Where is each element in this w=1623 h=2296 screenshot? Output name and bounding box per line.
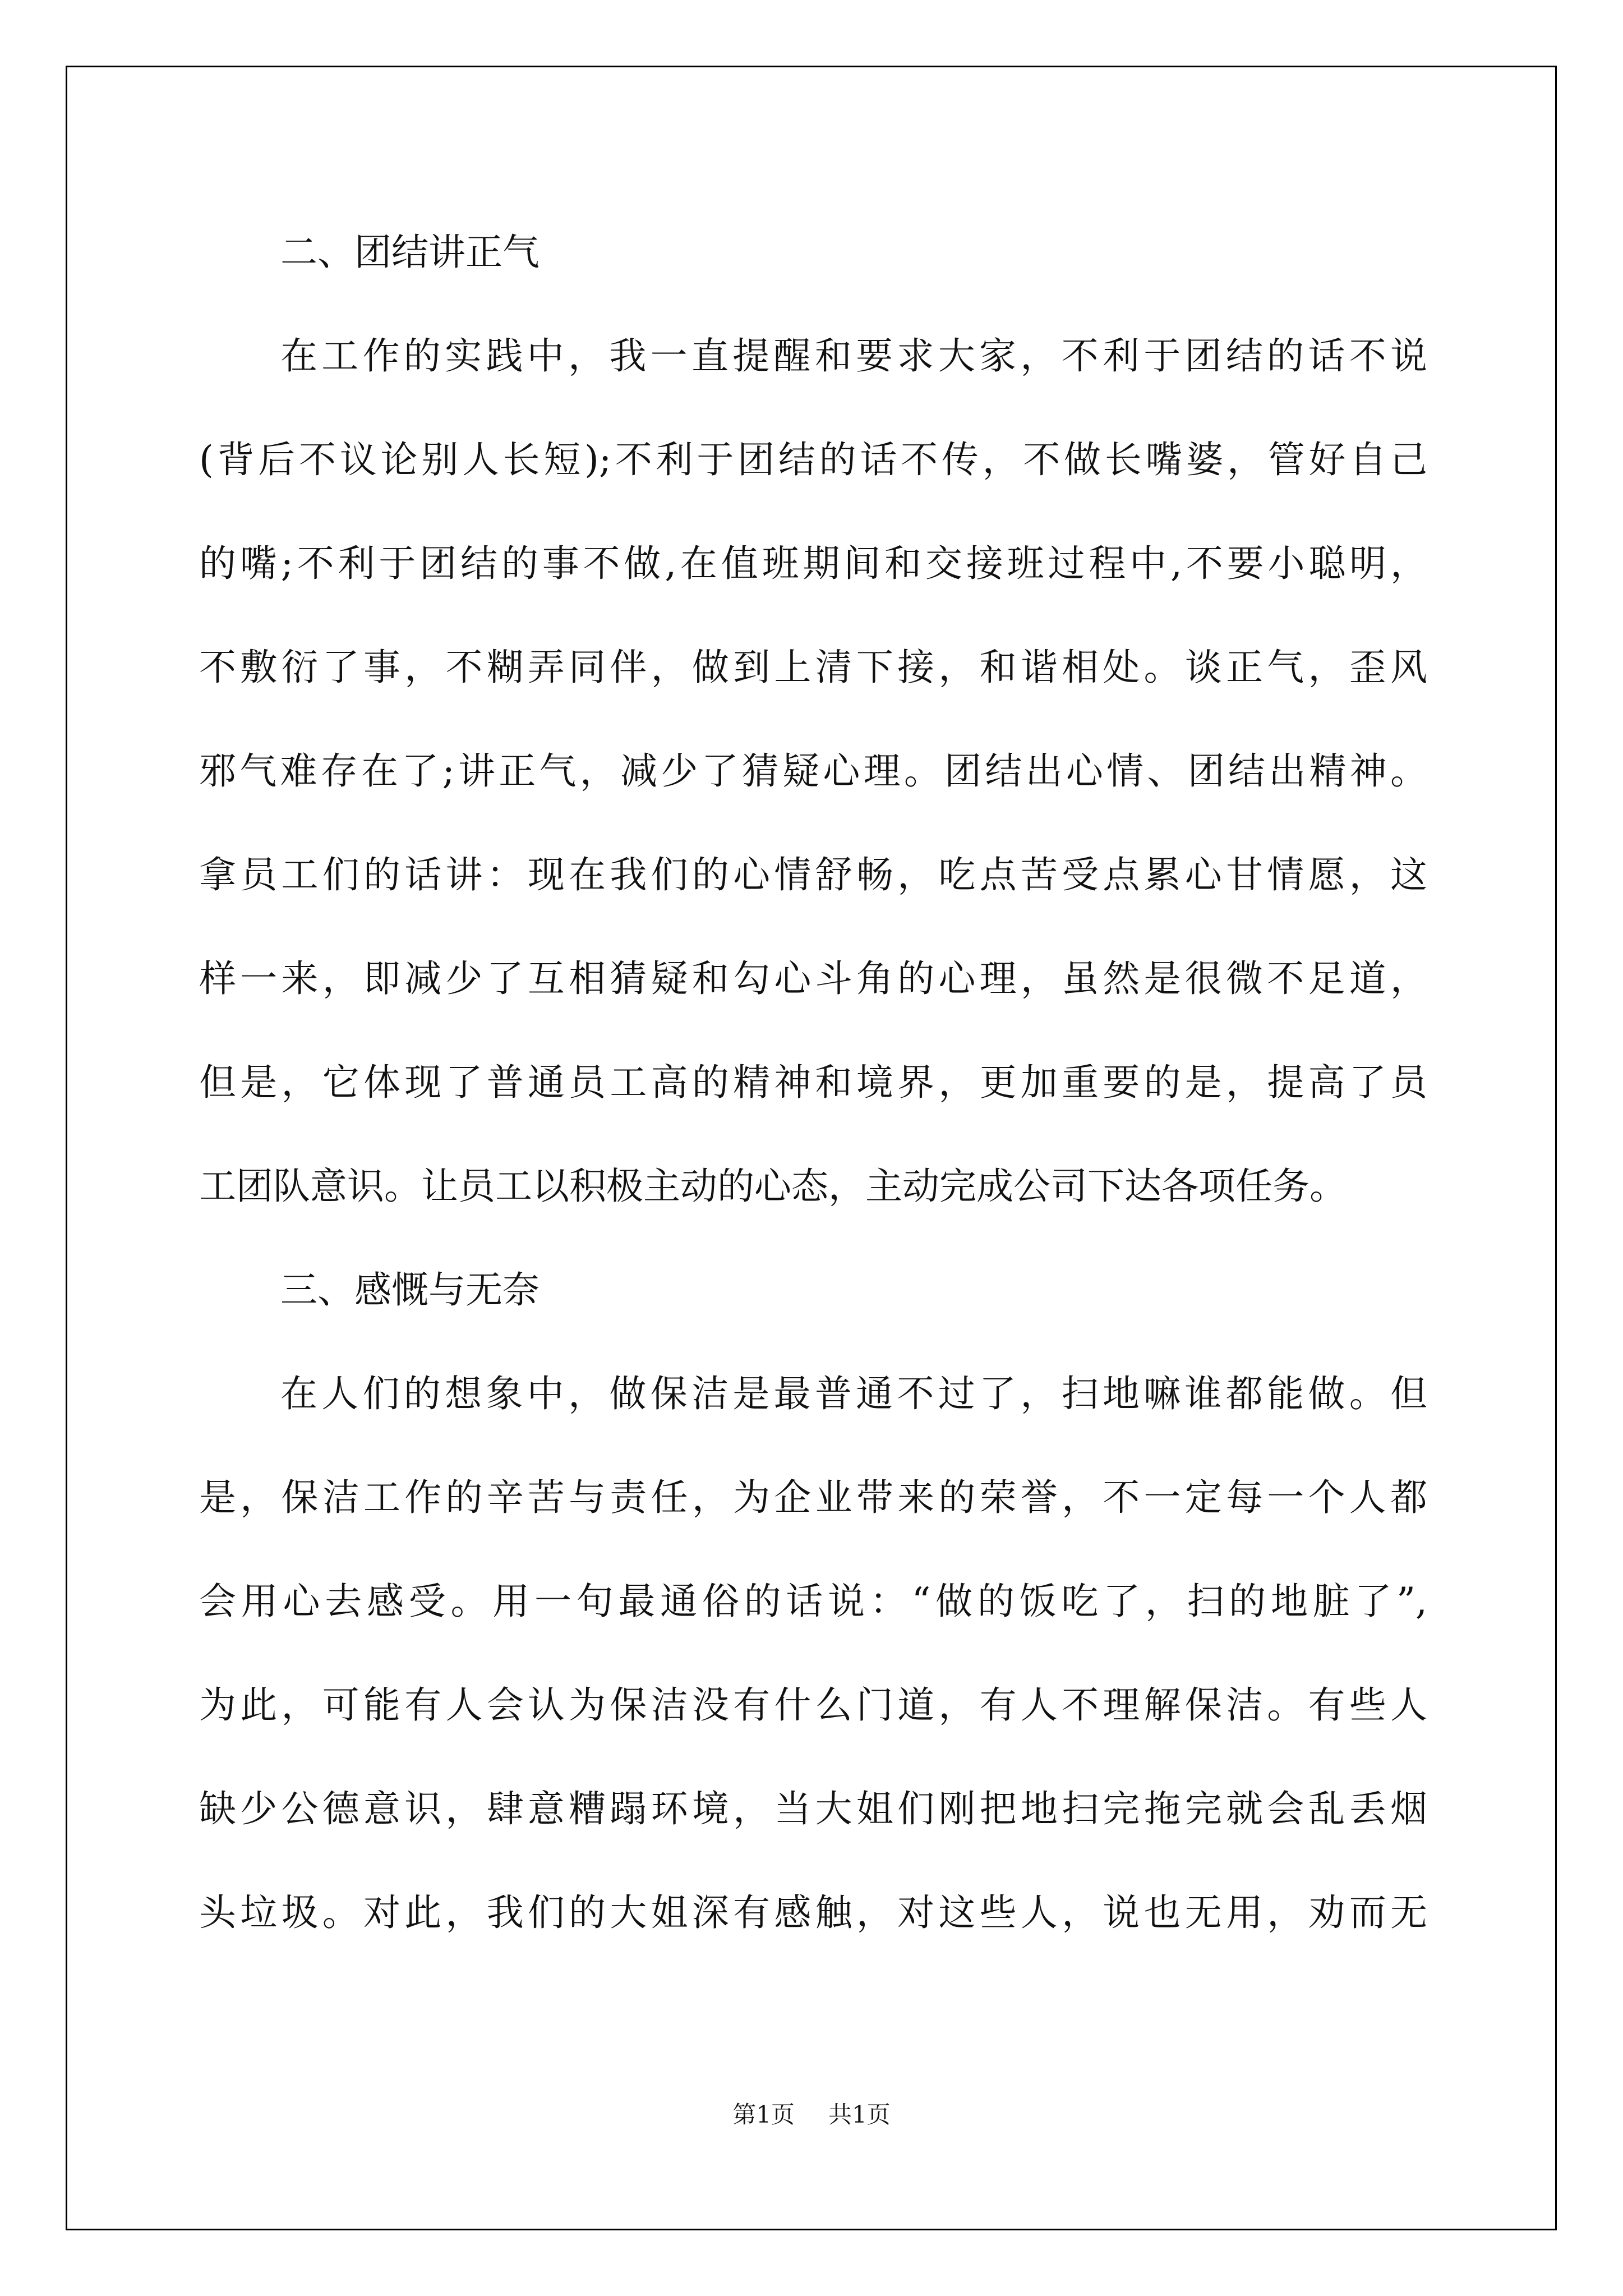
- paragraph-line: 拿员工们的话讲：现在我们的心情舒畅，吃点苦受点累心甘情愿，这: [199, 853, 1427, 896]
- paragraph-line: 在人们的想象中，做保洁是最普通不过了，扫地嘛谁都能做。但: [280, 1372, 1427, 1415]
- paragraph-line: 工团队意识。让员工以积极主动的心态，主动完成公司下达各项任务。: [199, 1165, 1347, 1208]
- paragraph-line: 会用心去感受。用一句最通俗的话说：“做的饭吃了，扫的地脏了”,: [199, 1580, 1427, 1623]
- page-number-total: 共1页: [828, 2101, 891, 2128]
- paragraph-line: 的嘴;不利于团结的事不做,在值班期间和交接班过程中,不要小聪明，: [199, 542, 1427, 585]
- paragraph-line: 在工作的实践中，我一直提醒和要求大家，不利于团结的话不说: [280, 334, 1427, 378]
- page-footer: [0, 2098, 1623, 2132]
- paragraph-line: 头垃圾。对此，我们的大姐深有感触，对这些人，说也无用，劝而无: [199, 1891, 1427, 1934]
- paragraph-line: 样一来，即减少了互相猜疑和勾心斗角的心理，虽然是很微不足道，: [199, 957, 1427, 1000]
- paragraph-line: (背后不议论别人长短);不利于团结的话不传，不做长嘴婆，管好自己: [199, 438, 1427, 481]
- section-heading: 二、团结讲正气: [280, 231, 540, 274]
- page-number-current: 第1页: [732, 2101, 795, 2128]
- paragraph-line: 但是，它体现了普通员工高的精神和境界，更加重要的是，提高了员: [199, 1061, 1427, 1104]
- paragraph-line: 邪气难存在了;讲正气，减少了猜疑心理。团结出心情、团结出精神。: [199, 749, 1427, 793]
- section-heading: 三、感慨与无奈: [280, 1268, 540, 1312]
- paragraph-line: 缺少公德意识，肆意糟蹋环境，当大姐们刚把地扫完拖完就会乱丢烟: [199, 1787, 1427, 1830]
- paragraph-line: 是，保洁工作的辛苦与责任，为企业带来的荣誉，不一定每一个人都: [199, 1476, 1427, 1519]
- paragraph-line: 为此，可能有人会认为保洁没有什么门道，有人不理解保洁。有些人: [199, 1683, 1427, 1727]
- paragraph-line: 不敷衍了事，不糊弄同伴，做到上清下接，和谐相处。谈正气，歪风: [199, 646, 1427, 689]
